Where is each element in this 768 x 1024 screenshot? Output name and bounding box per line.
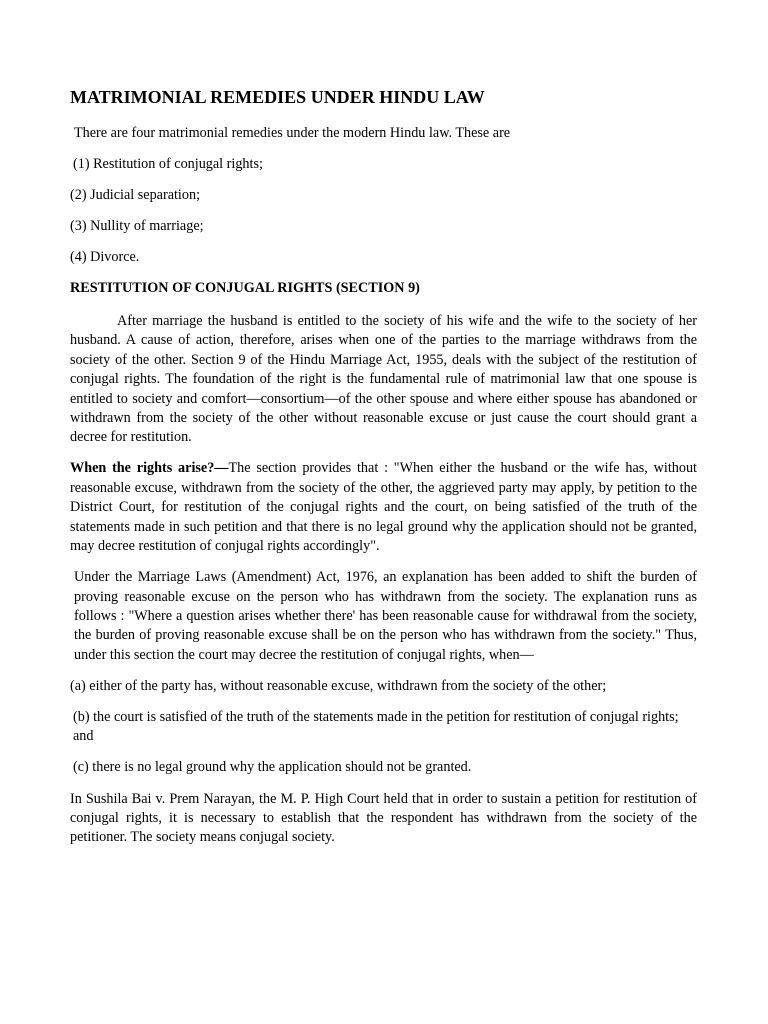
remedy-item-4: (4) Divorce. [70, 249, 140, 266]
document-body [70, 86, 697, 859]
paragraph-section-9-intro: After marriage the husband is entitled to the society of his wife and the wife to the society of her husband. A cause of action, therefore, arises when one of the parties to the marriage withdraws from the society of the other. Section 9 of the Hindu Marriage Act, 1955, deals with the subject of the restitution of conjugal rights. The foundation of the right is the fundamental rule of matrimonial law that one spouse is entitled to society and comfort—consortium—of the other spouse and where either spouse has abandoned or withdrawn from the society of the other without reasonable excuse or just cause the court should grant a decree for restitution. [70, 312, 697, 446]
paragraph-amendment-explanation: Under the Marriage Laws (Amendment) Act, 1976, an explanation has been added to shift the burden of proving reasonable excuse on the person who has withdrawn from the society. The explanation runs as follows : "Where a question arises whether there' has been reasonable cause for withdrawal from the society, the burden of proving reasonable excuse shall be on the person who has withdrawn from the society." Thus, under this section the court may decree the restitution of conjugal rights, when— [74, 569, 697, 663]
paragraph-body: The section provides that : "When either the husband or the wife has, without reasonable excuse, withdrawn from the society of the other, the aggrieved party may apply, by petition to the District Court, for restitution of the conjugal rights and the court, on being satisfied of the truth of the statements made in such petition and that there is no legal ground why the application should not be granted, may decree restitution of conjugal rights accordingly". [70, 460, 697, 555]
section-heading: RESTITUTION OF CONJUGAL RIGHTS (SECTION 9) [70, 280, 420, 297]
remedy-item-1: (1) Restitution of conjugal rights; [73, 156, 263, 173]
paragraph-case-law: In Sushila Bai v. Prem Narayan, the M. P. High Court held that in order to sustain a petition for restitution of conjugal rights, it is necessary to establish that the respondent has withdrawn from the society of the petitioner. The society means conjugal society. [70, 790, 697, 846]
paragraph-lead-bold: When the rights arise?— [70, 460, 229, 477]
remedy-item-2: (2) Judicial separation; [70, 187, 201, 204]
document-title: MATRIMONIAL REMEDIES UNDER HINDU LAW [70, 87, 485, 107]
intro-paragraph: There are four matrimonial remedies under the modern Hindu law. These are [74, 125, 511, 141]
remedy-item-3: (3) Nullity of marriage; [70, 218, 204, 235]
condition-item-c: (c) there is no legal ground why the application should not be granted. [73, 759, 472, 776]
condition-item-b: (b) the court is satisfied of the truth of the statements made in the petition for restitution of conjugal rights; and [73, 708, 679, 745]
paragraph-when-rights-arise [70, 459, 697, 556]
condition-item-a: (a) either of the party has, without reasonable excuse, withdrawn from the society of the other; [70, 677, 607, 694]
